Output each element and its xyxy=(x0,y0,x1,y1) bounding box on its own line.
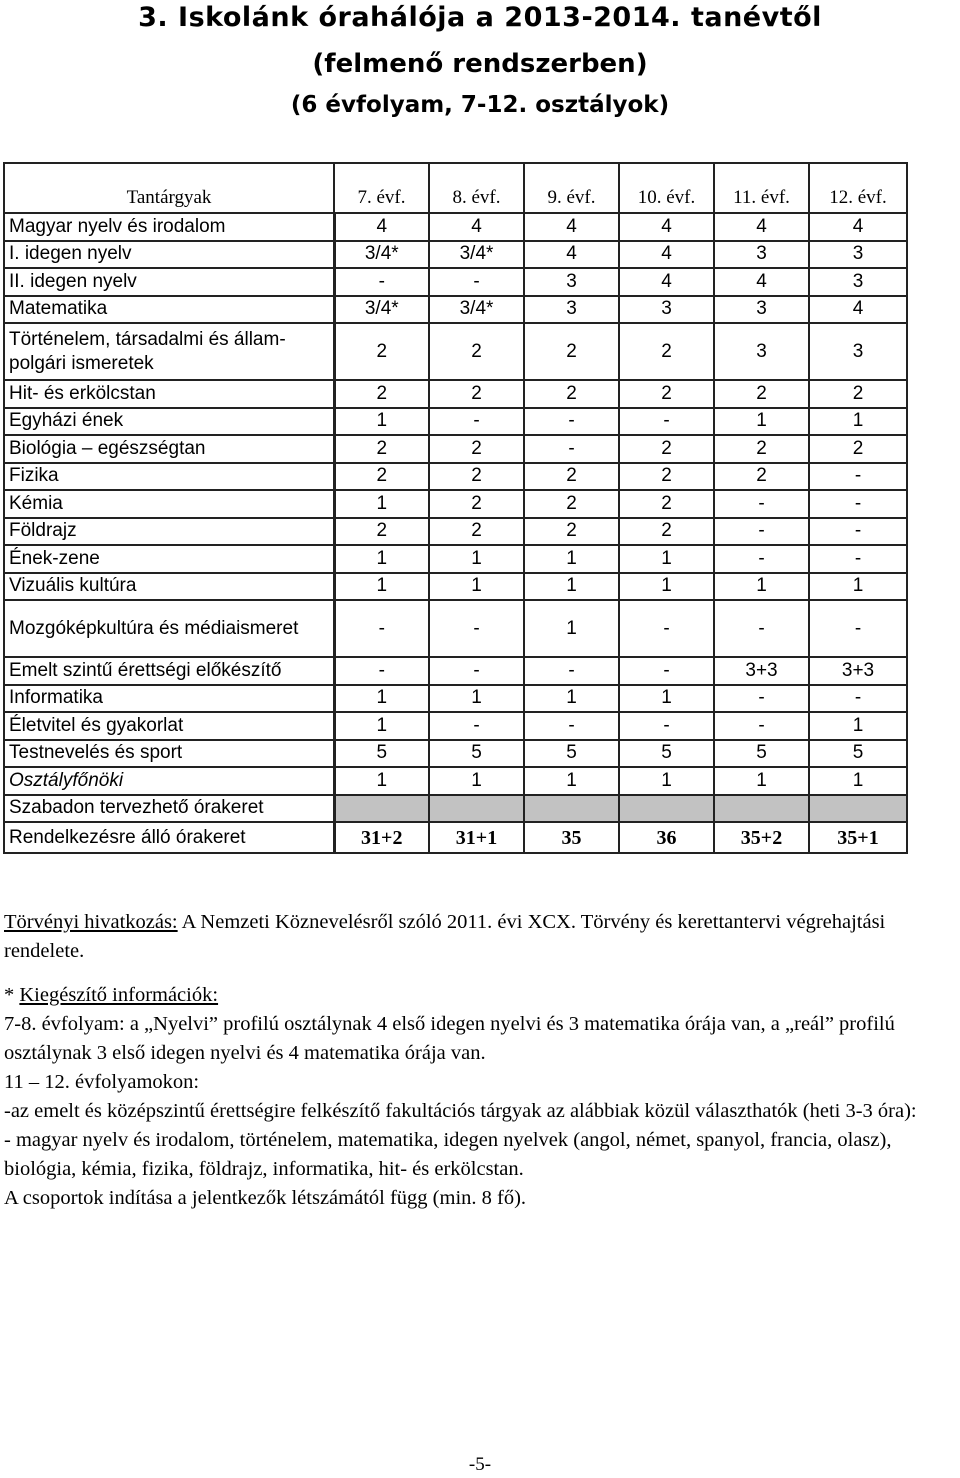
hours-cell: - xyxy=(619,600,714,657)
hours-cell: - xyxy=(619,712,714,740)
note-grade-11-12: 11 – 12. évfolyamokon: xyxy=(4,1071,200,1093)
hours-cell: - xyxy=(619,408,714,436)
hours-cell: 2 xyxy=(619,380,714,408)
table-row xyxy=(4,712,907,740)
extra-info-star: * xyxy=(4,984,20,1006)
table-row xyxy=(4,323,907,380)
page-title: 3. Iskolánk órahálója a 2013-2014. tanévtől xyxy=(138,2,822,33)
total-cell: 31+2 xyxy=(334,822,429,853)
header-grade-10: 10. évf. xyxy=(619,163,714,213)
hours-cell: - xyxy=(714,490,809,518)
hours-cell: 1 xyxy=(334,767,429,795)
hours-cell: - xyxy=(429,268,524,296)
hours-cell: 1 xyxy=(334,685,429,713)
hours-cell: 2 xyxy=(429,463,524,491)
free-hours-cell xyxy=(809,795,907,823)
note-elective-list: - magyar nyelv és irodalom, történelem, matematika, idegen nyelvek (angol, német, spanyol, francia, olasz), biológia, kémia, fizika, földrajz, informatika, hit- és erkölcstan. xyxy=(4,1129,892,1180)
hours-cell: 2 xyxy=(334,380,429,408)
hours-cell: - xyxy=(524,408,619,436)
hours-cell: 4 xyxy=(524,213,619,241)
hours-cell: - xyxy=(429,657,524,685)
hours-cell: 3+3 xyxy=(714,657,809,685)
hours-cell: 1 xyxy=(809,408,907,436)
total-cell: 35+2 xyxy=(714,822,809,853)
hours-cell: - xyxy=(619,657,714,685)
timetable xyxy=(3,162,908,854)
table-row xyxy=(4,296,907,324)
subject-cell: Emelt szintű érettségi előkészítő xyxy=(4,657,334,685)
hours-cell: 2 xyxy=(714,463,809,491)
hours-cell: - xyxy=(524,657,619,685)
hours-cell: 4 xyxy=(714,213,809,241)
hours-cell: 1 xyxy=(429,545,524,573)
table-row xyxy=(4,767,907,795)
hours-cell: 5 xyxy=(809,740,907,768)
hours-cell: 3/4* xyxy=(429,241,524,269)
table-header-row xyxy=(4,163,907,213)
hours-cell: - xyxy=(809,518,907,546)
header-grade-7: 7. évf. xyxy=(334,163,429,213)
hours-cell: 4 xyxy=(619,241,714,269)
hours-cell: - xyxy=(429,408,524,436)
hours-cell: 3 xyxy=(809,323,907,380)
total-label: Rendelkezésre álló órakeret xyxy=(4,822,334,853)
hours-cell: - xyxy=(809,600,907,657)
hours-cell: 1 xyxy=(524,685,619,713)
hours-cell: 1 xyxy=(619,685,714,713)
hours-cell: 4 xyxy=(429,213,524,241)
free-hours-row xyxy=(4,795,907,823)
page-subtitle: (felmenő rendszerben) xyxy=(312,49,648,79)
hours-cell: - xyxy=(524,712,619,740)
table-row xyxy=(4,213,907,241)
hours-cell: 3 xyxy=(524,296,619,324)
hours-cell: 4 xyxy=(714,268,809,296)
hours-cell: 1 xyxy=(619,545,714,573)
hours-cell: 4 xyxy=(524,241,619,269)
note-group-start: A csoportok indítása a jelentkezők létszámától függ (min. 8 fő). xyxy=(4,1187,527,1209)
hours-cell: - xyxy=(334,600,429,657)
hours-cell: 5 xyxy=(714,740,809,768)
table-row xyxy=(4,435,907,463)
subject-cell: Földrajz xyxy=(4,518,334,546)
subject-cell: Magyar nyelv és irodalom xyxy=(4,213,334,241)
subject-cell: Vizuális kultúra xyxy=(4,573,334,601)
table-row xyxy=(4,600,907,657)
hours-cell: - xyxy=(714,600,809,657)
hours-cell: 1 xyxy=(334,490,429,518)
hours-cell: 2 xyxy=(429,323,524,380)
subject-cell: Testnevelés és sport xyxy=(4,740,334,768)
hours-cell: 1 xyxy=(809,767,907,795)
hours-cell: 2 xyxy=(619,490,714,518)
hours-cell: 3 xyxy=(809,268,907,296)
hours-cell: 2 xyxy=(524,490,619,518)
hours-cell: 1 xyxy=(714,573,809,601)
hours-cell: 4 xyxy=(619,268,714,296)
subject-cell: Hit- és erkölcstan xyxy=(4,380,334,408)
subject-cell: Biológia – egészségtan xyxy=(4,435,334,463)
hours-cell: 2 xyxy=(429,490,524,518)
free-hours-cell xyxy=(429,795,524,823)
hours-cell: 3 xyxy=(714,241,809,269)
hours-cell: - xyxy=(334,657,429,685)
table-row xyxy=(4,545,907,573)
table-row xyxy=(4,573,907,601)
hours-cell: - xyxy=(714,712,809,740)
hours-cell: 2 xyxy=(524,463,619,491)
hours-cell: 1 xyxy=(714,767,809,795)
hours-cell: 2 xyxy=(714,435,809,463)
header-grade-9: 9. évf. xyxy=(524,163,619,213)
subject-cell: Fizika xyxy=(4,463,334,491)
table-row xyxy=(4,241,907,269)
header-grade-8: 8. évf. xyxy=(429,163,524,213)
note-grade-7-8: 7-8. évfolyam: a „Nyelvi” profilú osztálynak 4 első idegen nyelvi és 3 matematika órája van, a „reál” profilú osztálynak 3 első idegen nyelvi és 4 matematika órája van. xyxy=(4,1013,895,1064)
hours-cell: 1 xyxy=(334,712,429,740)
extra-info-label: Kiegészítő információk: xyxy=(19,984,219,1006)
hours-cell: 4 xyxy=(809,213,907,241)
page-subtitle-detail: (6 évfolyam, 7-12. osztályok) xyxy=(290,92,670,118)
table-row xyxy=(4,657,907,685)
hours-cell: 1 xyxy=(334,545,429,573)
subject-cell: Életvitel és gyakorlat xyxy=(4,712,334,740)
law-text: A Nemzeti Köznevelésről szóló 2011. évi XCX. Törvény és kerettantervi végrehajtási rendelete. xyxy=(4,911,886,962)
hours-cell: 1 xyxy=(809,573,907,601)
hours-cell: 5 xyxy=(524,740,619,768)
subject-cell: Informatika xyxy=(4,685,334,713)
hours-cell: 2 xyxy=(334,323,429,380)
hours-cell: - xyxy=(524,435,619,463)
hours-cell: 1 xyxy=(334,408,429,436)
subject-cell: Kémia xyxy=(4,490,334,518)
hours-cell: 1 xyxy=(524,573,619,601)
subject-cell: Történelem, társadalmi és állampolgári ismeretek xyxy=(4,323,334,380)
free-hours-cell xyxy=(524,795,619,823)
free-hours-cell xyxy=(714,795,809,823)
hours-cell: 1 xyxy=(429,685,524,713)
subject-cell: II. idegen nyelv xyxy=(4,268,334,296)
hours-cell: 3/4* xyxy=(334,296,429,324)
notes-section xyxy=(4,908,956,1213)
hours-cell: 2 xyxy=(334,435,429,463)
hours-cell: 3 xyxy=(619,296,714,324)
hours-cell: 2 xyxy=(619,323,714,380)
hours-cell: - xyxy=(714,545,809,573)
total-cell: 36 xyxy=(619,822,714,853)
hours-cell: 1 xyxy=(429,767,524,795)
hours-cell: - xyxy=(809,490,907,518)
hours-cell: - xyxy=(714,685,809,713)
hours-cell: 3/4* xyxy=(334,241,429,269)
hours-cell: 3 xyxy=(524,268,619,296)
table-row xyxy=(4,408,907,436)
hours-cell: 4 xyxy=(619,213,714,241)
hours-cell: - xyxy=(809,463,907,491)
hours-cell: - xyxy=(334,268,429,296)
table-row xyxy=(4,740,907,768)
hours-cell: - xyxy=(429,712,524,740)
hours-cell: 1 xyxy=(334,573,429,601)
hours-cell: 2 xyxy=(334,463,429,491)
table-row xyxy=(4,685,907,713)
hours-cell: 2 xyxy=(334,518,429,546)
table-row xyxy=(4,518,907,546)
hours-cell: 2 xyxy=(524,323,619,380)
total-cell: 35 xyxy=(524,822,619,853)
hours-cell: 2 xyxy=(619,463,714,491)
free-hours-cell xyxy=(334,795,429,823)
note-electives: -az emelt és középszintű érettségire felkészítő fakultációs tárgyak az alábbiak közül választhatók (heti 3-3 óra): xyxy=(4,1100,917,1122)
hours-cell: 2 xyxy=(809,435,907,463)
total-cell: 31+1 xyxy=(429,822,524,853)
header-grade-11: 11. évf. xyxy=(714,163,809,213)
hours-cell: 4 xyxy=(809,296,907,324)
table-row xyxy=(4,268,907,296)
header-subjects: Tantárgyak xyxy=(4,163,334,213)
subject-cell: Ének-zene xyxy=(4,545,334,573)
hours-cell: 1 xyxy=(809,712,907,740)
hours-cell: 2 xyxy=(429,380,524,408)
hours-cell: 4 xyxy=(334,213,429,241)
extra-info-heading xyxy=(4,981,956,1010)
hours-cell: 3 xyxy=(809,241,907,269)
hours-cell: 1 xyxy=(524,545,619,573)
page-number: -5- xyxy=(468,1454,492,1475)
subject-cell: Matematika xyxy=(4,296,334,324)
hours-cell: 3 xyxy=(714,323,809,380)
hours-cell: - xyxy=(429,600,524,657)
subject-cell: I. idegen nyelv xyxy=(4,241,334,269)
hours-cell: 3+3 xyxy=(809,657,907,685)
table-row xyxy=(4,490,907,518)
free-hours-label: Szabadon tervezhető órakeret xyxy=(4,795,334,823)
law-label: Törvényi hivatkozás: xyxy=(4,911,178,933)
hours-cell: 5 xyxy=(619,740,714,768)
hours-cell: 5 xyxy=(429,740,524,768)
hours-cell: 2 xyxy=(714,380,809,408)
hours-cell: 1 xyxy=(714,408,809,436)
free-hours-cell xyxy=(619,795,714,823)
hours-cell: 2 xyxy=(619,435,714,463)
hours-cell: 1 xyxy=(524,767,619,795)
hours-cell: 2 xyxy=(524,380,619,408)
hours-cell: 5 xyxy=(334,740,429,768)
hours-cell: 1 xyxy=(619,573,714,601)
subject-cell: Mozgóképkultúra és médiaismeret xyxy=(4,600,334,657)
hours-cell: 1 xyxy=(429,573,524,601)
subject-cell: Egyházi ének xyxy=(4,408,334,436)
hours-cell: 2 xyxy=(524,518,619,546)
hours-cell: 2 xyxy=(429,518,524,546)
hours-cell: 1 xyxy=(524,600,619,657)
hours-cell: - xyxy=(809,545,907,573)
hours-cell: 2 xyxy=(619,518,714,546)
hours-cell: 3/4* xyxy=(429,296,524,324)
subject-cell: Osztályfőnöki xyxy=(4,767,334,795)
hours-cell: 2 xyxy=(809,380,907,408)
hours-cell: 2 xyxy=(429,435,524,463)
hours-cell: 1 xyxy=(619,767,714,795)
hours-cell: - xyxy=(809,685,907,713)
table-row xyxy=(4,463,907,491)
total-cell: 35+1 xyxy=(809,822,907,853)
total-row xyxy=(4,822,907,853)
header-grade-12: 12. évf. xyxy=(809,163,907,213)
hours-cell: 3 xyxy=(714,296,809,324)
hours-cell: - xyxy=(714,518,809,546)
law-reference xyxy=(4,908,956,966)
table-row xyxy=(4,380,907,408)
